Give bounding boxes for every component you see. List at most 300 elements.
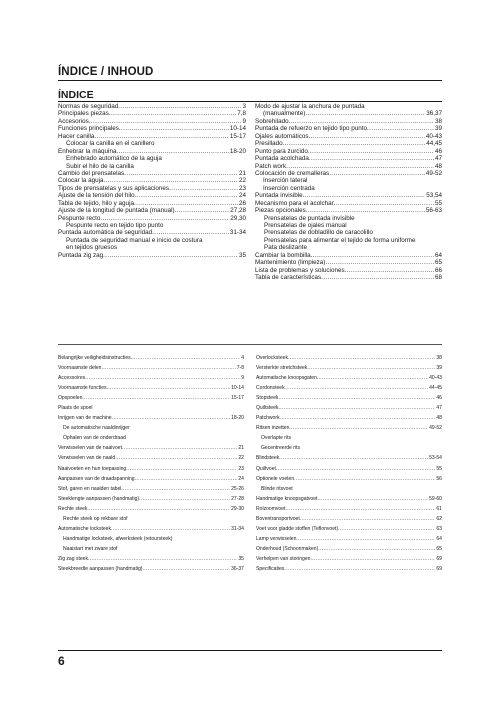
- toc-entry-title: Funciones principales: [58, 125, 119, 133]
- toc-entry-title: Verhelpen van storingen: [256, 555, 311, 562]
- toc-dot-leader: [303, 192, 426, 199]
- toc-dot-leader: [309, 133, 425, 140]
- toc-page-ref: 31-34: [229, 229, 246, 237]
- toc-entry: [58, 103, 246, 110]
- toc-entry: [58, 163, 246, 170]
- toc-page-ref: 26: [238, 199, 246, 207]
- toc-dot-leader: [309, 155, 434, 162]
- toc-page-ref: 59-60: [429, 495, 442, 502]
- toc-entry-title: Enhebrar la máquina: [58, 147, 117, 155]
- toc-entry: [255, 252, 442, 259]
- toc-entry-title: Enhebrado automático de la aguja: [66, 155, 162, 163]
- toc-page-ref: 48: [436, 415, 442, 422]
- toc-entry: [256, 353, 442, 363]
- toc-page-ref: 21: [238, 445, 244, 452]
- toc-entry: [256, 464, 442, 474]
- toc-page-ref: 15-17: [231, 395, 244, 402]
- toc-entry: [58, 110, 246, 117]
- toc-entry-title: Versterkte stretchsteek: [256, 365, 308, 372]
- toc-entry-title: Pespunte recto: [58, 214, 101, 222]
- toc-entry-title: Voornaamste functies: [58, 385, 107, 392]
- toc-entry: [255, 170, 442, 177]
- toc-dot-leader: [311, 252, 434, 259]
- toc-page-ref: 35: [238, 251, 246, 259]
- toc-entry: [58, 514, 244, 524]
- toc-entry: [256, 423, 442, 433]
- toc-page-ref: 62: [436, 515, 442, 522]
- toc-entry: [58, 185, 246, 192]
- toc-entry-title: Steeklengte aanpassen (handmatig): [58, 495, 140, 502]
- toc-entry-title: Normas de seguridad: [58, 103, 119, 110]
- toc-page-ref: 65: [436, 545, 442, 552]
- toc-dot-leader: [104, 177, 238, 184]
- toc-entry-title: Cambio del prensatelas: [58, 169, 125, 177]
- toc-dot-leader: [135, 192, 238, 199]
- toc-dot-leader: [286, 163, 434, 170]
- toc-dot-leader: [278, 403, 435, 413]
- language-divider: [58, 344, 442, 345]
- toc-page-ref: 65: [434, 259, 442, 267]
- toc-entry-title: Rechte steek: [58, 505, 88, 512]
- toc-entry: [255, 163, 442, 170]
- toc-entry-title: Rolzoomvoet: [256, 505, 286, 512]
- toc-page-ref: 44-45: [429, 385, 442, 392]
- toc-dot-leader: [317, 494, 428, 504]
- toc-page-ref: 29-30: [231, 505, 244, 512]
- toc-entry: [58, 534, 244, 544]
- toc-entry-title: Verwisselen van de naaivoet: [58, 445, 122, 452]
- toc-entry-title: Handmatige locksteek, afwerksteek (retoursteek): [63, 535, 173, 542]
- toc-dot-leader: [82, 393, 230, 403]
- toc-entry-title: Subir el hilo de la canilla: [66, 162, 134, 170]
- toc-entry: [256, 443, 442, 453]
- toc-entry: [256, 514, 442, 524]
- toc-entry-title: (manualmente): [263, 110, 306, 118]
- toc-dot-leader: [100, 215, 229, 222]
- toc-page-ref: 18-20: [229, 147, 246, 155]
- toc-dot-leader: [318, 544, 435, 554]
- toc-entry-title: Stof, garen en naalden tabel: [58, 485, 122, 492]
- toc-dot-leader: [285, 383, 428, 393]
- toc-entry-title: Mantenimiento (limpieza): [255, 259, 326, 267]
- toc-entry: [58, 215, 246, 222]
- toc-entry: [256, 544, 442, 554]
- toc-entry: [256, 433, 442, 443]
- toc-entry: [58, 133, 246, 140]
- page-title: ÍNDICE / INHOUD: [58, 66, 154, 78]
- toc-dot-leader: [284, 564, 435, 574]
- toc-entry: [256, 393, 442, 403]
- toc-entry-title: Puntada zig zag: [58, 251, 104, 259]
- toc-entry-title: Blinde ritsvoet: [261, 485, 293, 492]
- toc-page-ref: 55: [436, 465, 442, 472]
- toc-entry: [58, 237, 246, 244]
- toc-entry-title: Tipos de prensatelas y sus aplicaciones: [58, 184, 170, 192]
- toc-page-ref: 36-37: [231, 565, 244, 572]
- toc-entry-title: Quiltsteek: [256, 405, 279, 412]
- toc-entry-title: Accessoires: [58, 375, 86, 382]
- toc-entry: [58, 504, 244, 514]
- toc-entry: [256, 564, 442, 574]
- toc-entry: [58, 244, 246, 251]
- toc-entry-title: Gecentreerde rits: [261, 445, 300, 452]
- toc-page-ref: 35: [238, 555, 244, 562]
- toc-entry: [255, 133, 442, 140]
- toc-entry-title: Lista de problemas y soluciones: [255, 266, 345, 274]
- toc-page-ref: 9: [242, 117, 246, 125]
- toc-dot-leader: [87, 504, 230, 514]
- toc-dot-leader: [119, 125, 229, 132]
- toc-page-ref: 10-14: [231, 385, 244, 392]
- toc-entry: [58, 363, 244, 373]
- toc-page-ref: 7-8: [236, 365, 244, 372]
- toc-page-ref: 56: [436, 475, 442, 482]
- toc-entry-title: Tabla de tejido, hilo y aguja: [58, 199, 134, 207]
- toc-page-ref: 46: [434, 147, 442, 155]
- toc-dot-leader: [283, 140, 426, 147]
- toc-page-ref: 44,45: [426, 140, 442, 148]
- toc-entry: [255, 229, 442, 236]
- toc-entry-title: Colocación de cremalleras: [255, 169, 330, 177]
- toc-entry: [256, 484, 442, 494]
- toc-page-ref: 38: [436, 355, 442, 361]
- toc-entry: [58, 373, 244, 383]
- toc-dot-leader: [296, 534, 435, 544]
- toc-entry-title: Inrijgen van de machine: [58, 415, 112, 422]
- toc-dot-leader: [279, 453, 428, 463]
- toc-dot-leader: [112, 413, 230, 423]
- toc-dot-leader: [102, 363, 236, 373]
- toc-entry-title: Accesorios: [58, 117, 89, 125]
- toc-page-ref: 39: [434, 125, 442, 133]
- toc-entry-title: Automatische locksteek: [58, 525, 112, 532]
- toc-entry-title: Tabla de características: [255, 274, 322, 282]
- toc-entry-title: Rechte steek op rekbare stof: [63, 515, 128, 522]
- toc-entry: [255, 267, 442, 274]
- toc-page-ref: 53-54: [429, 455, 442, 462]
- toc-entry: [58, 453, 244, 463]
- section-underline: [58, 101, 442, 102]
- toc-entry-title: Colocar la canilla en el canillero: [66, 140, 155, 148]
- toc-page-ref: 48: [434, 162, 442, 170]
- toc-entry-title: Principales piezas: [58, 110, 109, 118]
- toc-page-ref: 64: [434, 251, 442, 259]
- toc-entry: [255, 148, 442, 155]
- toc-entry: [255, 103, 442, 110]
- toc-entry: [58, 200, 246, 207]
- toc-page-ref: 29,30: [230, 214, 246, 222]
- toc-page-ref: 49-52: [429, 425, 442, 432]
- toc-dot-leader: [135, 474, 238, 484]
- toc-page-ref: 66: [434, 266, 442, 274]
- toc-nl-left-column: [58, 353, 244, 574]
- toc-dot-leader: [85, 373, 240, 383]
- toc-entry-title: Belangrijke veiligheidsinstructies: [58, 355, 131, 361]
- toc-page-ref: 68: [434, 274, 442, 282]
- toc-dot-leader: [124, 170, 238, 177]
- toc-entry: [255, 259, 442, 266]
- toc-entry-title: en tejidos gruesos: [66, 244, 118, 252]
- toc-entry: [256, 554, 442, 564]
- toc-entry: [256, 453, 442, 463]
- toc-entry-title: Plaats de spoel: [58, 405, 93, 412]
- toc-dot-leader: [88, 554, 237, 564]
- toc-entry-title: Automatische knoopsgaten: [256, 375, 317, 382]
- toc-entry-title: Puntada acolchada: [255, 155, 309, 163]
- toc-entry-title: De automatische naaldinrijger: [63, 425, 130, 432]
- toc-entry: [255, 200, 442, 207]
- toc-entry: [256, 363, 442, 373]
- toc-dot-leader: [276, 464, 435, 474]
- toc-dot-leader: [118, 103, 241, 110]
- toc-entry: [58, 433, 244, 443]
- toc-page-ref: 10-14: [229, 125, 246, 133]
- toc-entry: [255, 215, 442, 222]
- toc-dot-leader: [306, 207, 425, 214]
- toc-page-ref: 61: [436, 505, 442, 512]
- toc-page-ref: 39: [436, 365, 442, 372]
- toc-dot-leader: [139, 494, 230, 504]
- toc-entry: [256, 474, 442, 484]
- toc-page-ref: 24: [238, 475, 244, 482]
- toc-entry: [256, 403, 442, 413]
- toc-entry-title: Optionele voeten: [256, 475, 295, 482]
- toc-page-ref: 64: [436, 535, 442, 542]
- toc-entry: [256, 504, 442, 514]
- toc-dot-leader: [294, 474, 435, 484]
- toc-entry-title: Quiltvoet: [256, 465, 276, 472]
- toc-entry-title: Prensatelas para alimentar el tejido de forma uniforme: [264, 236, 416, 244]
- toc-entry-title: Puntada automática de seguridad: [58, 229, 153, 237]
- toc-dot-leader: [307, 363, 435, 373]
- toc-entry-title: Ophalen van de onderdraad: [63, 435, 126, 442]
- toc-entry-title: Lamp verwisselen: [256, 535, 297, 542]
- toc-entry-title: Piezas opcionales: [255, 207, 306, 215]
- toc-dot-leader: [121, 484, 230, 494]
- toc-entry-title: Overlapte rits: [261, 435, 292, 442]
- toc-entry-title: Modo de ajustar la anchura de puntada: [255, 103, 365, 110]
- toc-entry-title: Mecanismo para el acolchar: [255, 199, 334, 207]
- toc-entry: [58, 544, 244, 554]
- toc-dot-leader: [126, 464, 237, 474]
- toc-entry-title: Overlocksteek: [256, 355, 288, 361]
- toc-dot-leader: [107, 383, 231, 393]
- toc-dot-leader: [169, 185, 238, 192]
- toc-entry-title: Handmatige knoopsgatvoet: [256, 495, 318, 502]
- toc-entry: [58, 554, 244, 564]
- footer-rule: [58, 650, 442, 651]
- toc-entry-title: Boventransportvoet: [256, 515, 300, 522]
- title-underline: [58, 80, 442, 81]
- toc-dot-leader: [300, 514, 436, 524]
- toc-entry: [255, 125, 442, 132]
- toc-page-ref: 23: [238, 465, 244, 472]
- toc-dot-leader: [142, 564, 230, 574]
- toc-page-ref: 23: [238, 184, 246, 192]
- toc-entry: [255, 155, 442, 162]
- toc-entry-title: Puntada de refuerzo en tejido tipo punto: [255, 125, 368, 133]
- toc-entry: [58, 464, 244, 474]
- toc-entry-title: Prensatelas de puntada invisible: [264, 214, 355, 222]
- toc-entry-title: Voornaamste delen: [58, 365, 102, 372]
- toc-page-ref: 22: [238, 455, 244, 462]
- toc-dot-leader: [334, 200, 434, 207]
- page-number: 6: [58, 654, 65, 668]
- toc-entry: [58, 207, 246, 214]
- toc-dot-leader: [325, 259, 434, 266]
- toc-entry-title: Onderhoud (Schoonmaken): [256, 545, 319, 552]
- toc-page-ref: 15-17: [229, 132, 246, 140]
- toc-entry-title: Aanpassen van de draadspanning: [58, 475, 135, 482]
- toc-page-ref: 40-43: [429, 375, 442, 382]
- toc-dot-leader: [321, 274, 434, 281]
- toc-entry-title: Inserción centrada: [263, 184, 315, 192]
- toc-entry-title: Colocar la aguja: [58, 177, 104, 185]
- toc-page-ref: 27-28: [231, 495, 244, 502]
- toc-dot-leader: [109, 110, 236, 117]
- toc-dot-leader: [308, 148, 434, 155]
- toc-entry-title: Cambiar la bombilla: [255, 251, 311, 259]
- toc-dot-leader: [134, 200, 238, 207]
- toc-entry-title: Ajuste de la tensión del hilo: [58, 192, 135, 200]
- toc-dot-leader: [89, 118, 242, 125]
- toc-entry-title: Presillado: [255, 140, 283, 148]
- toc-entry: [255, 222, 442, 229]
- toc-dot-leader: [115, 453, 237, 463]
- toc-page-ref: 55: [434, 199, 442, 207]
- toc-page-ref: 46: [436, 395, 442, 402]
- toc-entry: [256, 494, 442, 504]
- toc-entry-title: Opspoelen: [58, 395, 83, 402]
- toc-entry: [58, 118, 246, 125]
- toc-entry: [256, 524, 442, 534]
- toc-entry-title: Pespunte recto en tejido tipo punto: [66, 222, 164, 229]
- toc-entry-title: Steekbreedte aanpassen (handmatig): [58, 565, 143, 572]
- toc-entry: [255, 244, 442, 251]
- toc-entry-title: Naaistart met zware stof: [63, 545, 118, 552]
- toc-entry: [58, 484, 244, 494]
- toc-dot-leader: [288, 353, 435, 363]
- toc-es-left-column: [58, 103, 246, 259]
- toc-entry-title: Naaivoeten en hun toepassing: [58, 465, 127, 472]
- toc-entry-title: Puntada invisible: [255, 192, 303, 200]
- toc-entry: [256, 373, 442, 383]
- toc-entry: [256, 534, 442, 544]
- toc-entry: [58, 393, 244, 403]
- toc-dot-leader: [329, 170, 425, 177]
- toc-entry-title: Hacer canilla: [58, 132, 95, 140]
- toc-entry: [58, 252, 246, 259]
- toc-entry-title: Ojales automáticos: [255, 132, 309, 140]
- toc-page-ref: 69: [436, 555, 442, 562]
- toc-page-ref: 63: [436, 525, 442, 532]
- toc-page-ref: 4: [241, 355, 244, 361]
- toc-dot-leader: [289, 118, 434, 125]
- toc-entry-title: Ritsen inzetten: [256, 425, 290, 432]
- toc-dot-leader: [111, 524, 230, 534]
- toc-entry: [58, 148, 246, 155]
- toc-dot-leader: [103, 252, 238, 259]
- toc-entry-title: Cordonsteek: [256, 385, 285, 392]
- toc-entry: [58, 383, 244, 393]
- toc-entry-title: Voet voor gladde stoffen (Teflonvoet): [256, 525, 339, 532]
- toc-page-ref: 9: [241, 375, 244, 382]
- toc-entry: [255, 185, 442, 192]
- toc-entry: [58, 474, 244, 484]
- toc-page-ref: 53,54: [426, 192, 442, 200]
- toc-entry-title: Prensatelas de dobladillo de caracolillo: [264, 229, 373, 237]
- toc-entry-title: Puntada de seguridad manual e inicio de costura: [66, 236, 203, 244]
- toc-entry: [58, 192, 246, 199]
- toc-entry-title: Patchwork: [256, 415, 280, 422]
- toc-page-ref: 18-20: [231, 415, 244, 422]
- toc-entry: [255, 118, 442, 125]
- toc-page-ref: 22: [238, 177, 246, 185]
- toc-dot-leader: [122, 443, 237, 453]
- toc-page-ref: 38: [434, 117, 442, 125]
- toc-entry: [58, 125, 246, 132]
- toc-dot-leader: [285, 504, 435, 514]
- toc-entry: [255, 177, 442, 184]
- toc-entry-title: Inserción lateral: [263, 177, 308, 185]
- toc-dot-leader: [131, 353, 241, 363]
- toc-entry-title: Sobrehilado: [255, 117, 289, 125]
- toc-page-ref: 24: [238, 192, 246, 200]
- toc-page-ref: 47: [436, 405, 442, 412]
- toc-entry: [58, 222, 246, 229]
- toc-dot-leader: [152, 229, 229, 236]
- toc-page-ref: 49-52: [425, 169, 442, 177]
- toc-page-ref: 27,28: [230, 207, 246, 215]
- toc-page-ref: 69: [436, 565, 442, 572]
- toc-entry-title: Patch work: [255, 162, 287, 170]
- toc-page-ref: 3: [242, 103, 246, 110]
- toc-entry-title: Verwisselen van de naald: [58, 455, 116, 462]
- toc-entry: [58, 140, 246, 147]
- toc-entry: [58, 155, 246, 162]
- toc-entry: [58, 413, 244, 423]
- toc-entry: [58, 403, 244, 413]
- toc-page-ref: 40-43: [425, 132, 442, 140]
- toc-entry-title: Blindsteek: [256, 455, 280, 462]
- toc-dot-leader: [289, 423, 428, 433]
- toc-dot-leader: [317, 373, 428, 383]
- toc-entry: [58, 353, 244, 363]
- toc-entry: [256, 383, 442, 393]
- toc-entry-title: Prensatelas de ojales manual: [264, 222, 347, 229]
- toc-entry: [58, 564, 244, 574]
- toc-entry: [58, 177, 246, 184]
- toc-dot-leader: [94, 133, 228, 140]
- toc-entry: [58, 443, 244, 453]
- toc-entry: [58, 524, 244, 534]
- toc-entry-title: Ajuste de la longitud de puntada (manual): [58, 207, 175, 215]
- toc-dot-leader: [367, 125, 434, 132]
- toc-page-ref: 21: [238, 169, 246, 177]
- section-title-es: ÍNDICE: [58, 89, 94, 101]
- toc-page-ref: 47: [434, 155, 442, 163]
- toc-page-ref: 56-63: [425, 207, 442, 215]
- toc-entry: [58, 494, 244, 504]
- toc-entry: [255, 274, 442, 281]
- toc-page-ref: 25-26: [231, 485, 244, 492]
- toc-page-ref: 31-34: [231, 525, 244, 532]
- toc-dot-leader: [116, 148, 228, 155]
- toc-es-right-column: [255, 103, 442, 282]
- toc-dot-leader: [338, 524, 435, 534]
- toc-entry: [256, 413, 442, 423]
- toc-dot-leader: [310, 554, 435, 564]
